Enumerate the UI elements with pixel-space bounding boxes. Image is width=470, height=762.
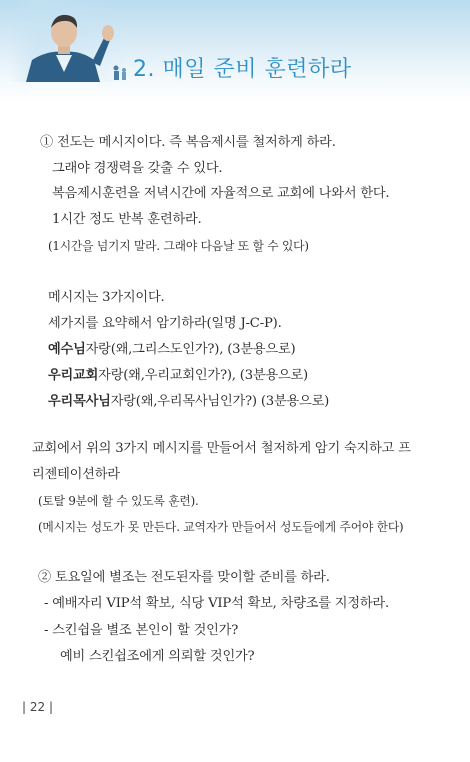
presentation-line-3: (토탈 9분에 할 수 있도록 훈련). (38, 494, 199, 508)
presentation-line-1: 교회에서 위의 3가지 메시지를 만들어서 철저하게 암기 숙지하고 프 (32, 441, 411, 456)
author-photo (8, 0, 128, 82)
message-pastor (48, 393, 329, 411)
message-jesus-rest: 자랑(왜,그리스도인가?), (3분용으로) (85, 342, 296, 357)
message-jesus-bold: 예수님 (48, 342, 86, 357)
section2-line-3: - 스킨쉽을 별조 본인이 할 것인가? (44, 623, 239, 638)
message-church-rest: 자랑(왜,우리교회인가?), (3분용으로) (98, 368, 308, 383)
messages-summary: 세가지를 요약해서 암기하라(일명 J-C-P). (48, 316, 282, 331)
message-pastor-bold: 우리목사님 (48, 394, 111, 409)
chapter-title: 2. 매일 준비 훈련하라 (133, 57, 352, 82)
section1-line-2: 그래야 경쟁력을 갖출 수 있다. (52, 161, 223, 176)
message-church (48, 367, 308, 385)
section1-line-1: ① 전도는 메시지이다. 즉 복음제시를 철저하게 하라. (40, 135, 336, 150)
message-church-bold: 우리교회 (48, 368, 99, 383)
section1-line-4: 1시간 정도 반복 훈련하라. (52, 212, 202, 227)
page-number: | 22 | (22, 700, 53, 714)
presentation-line-4: (메시지는 성도가 못 만든다. 교역자가 만들어서 성도들에게 주어야 한다) (38, 520, 404, 534)
messages-intro: 메시지는 3가지이다. (48, 290, 165, 305)
section1-line-5: (1시간을 넘기지 말라. 그래야 다음날 또 할 수 있다) (48, 239, 309, 253)
section2-line-4: 예비 스킨쉽조에게 의뢰할 것인가? (60, 649, 255, 664)
section1-line-3: 복음제시훈련을 저녁시간에 자율적으로 교회에 나와서 한다. (52, 186, 390, 201)
message-pastor-rest: 자랑(왜,우리목사님인가?) (3분용으로) (110, 394, 330, 409)
section2-line-2: - 예배자리 VIP석 확보, 식당 VIP석 확보, 차량조를 지정하라. (44, 596, 389, 611)
message-jesus (48, 341, 295, 359)
presentation-line-2: 리젠테이션하라 (32, 467, 120, 482)
section2-line-1: ② 토요일에 별조는 전도된자를 맞이할 준비를 하라. (38, 570, 330, 585)
chapter-header-band (0, 0, 470, 105)
